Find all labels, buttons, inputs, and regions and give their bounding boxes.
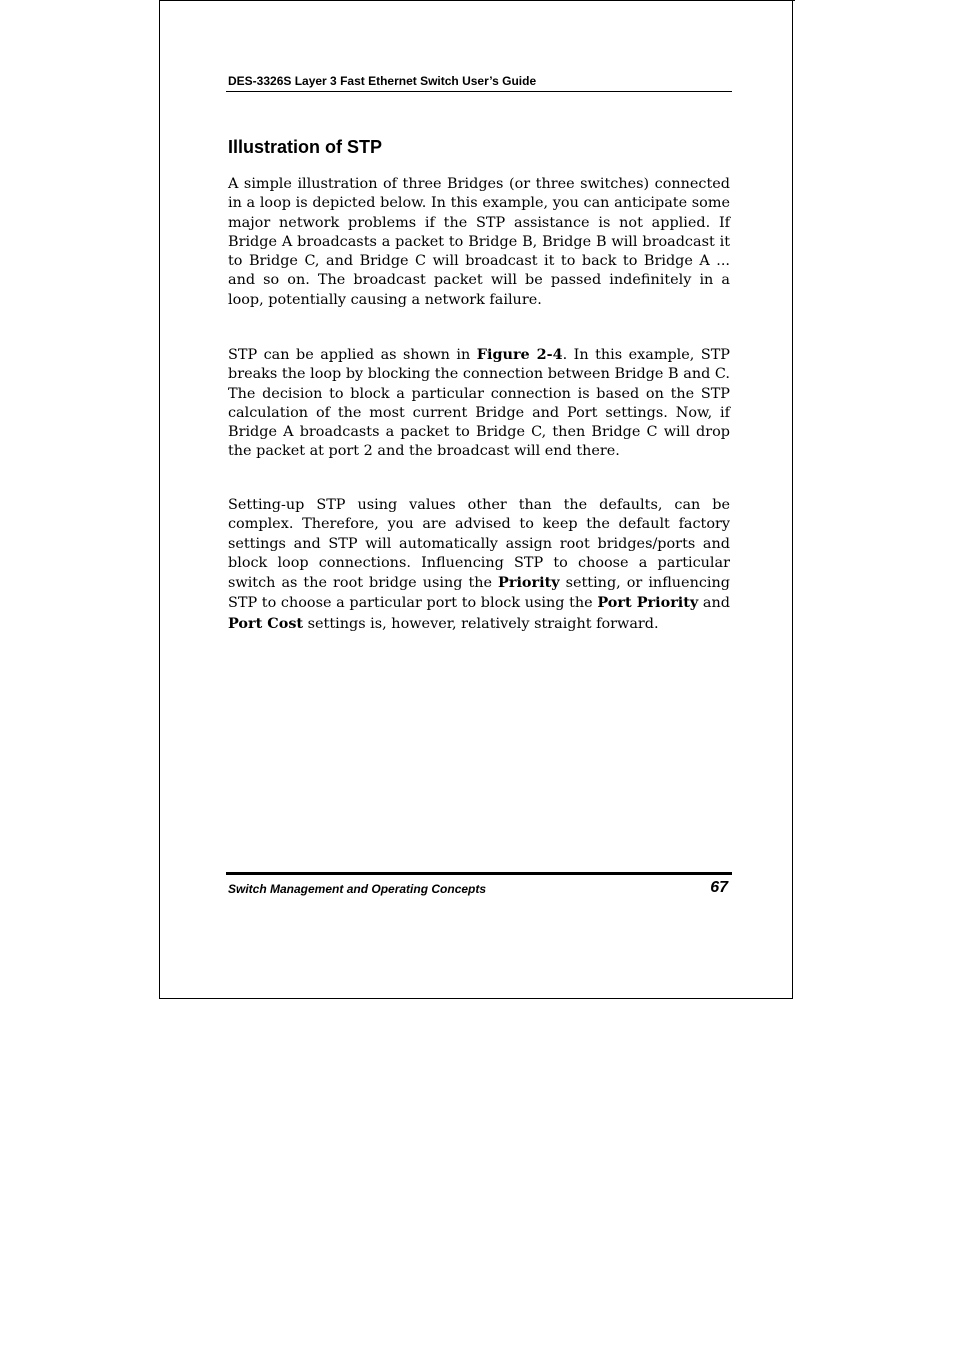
section-heading: Illustration of STP (228, 137, 383, 157)
paragraph-text: and (698, 595, 730, 612)
paragraph-stp-setup (228, 496, 730, 634)
paragraph-loop-illustration: A simple illustration of three Bridges (or three switches) connected in a loop is depicted below. In this example, you can anticipate some major network problems if the STP assistance is not applied. If Bridge A broadcasts a packet to Bridge B, Bridge B will broadcast it to Bridge C, and Bridge C will broadcast it to back to Bridge A ... and so on. The broadcast packet will be passed indefinitely in a loop, potentially causing a network failure. (228, 176, 730, 308)
running-header: DES-3326S Layer 3 Fast Ethernet Switch User’s Guide (228, 74, 537, 88)
footer-rule (226, 872, 732, 875)
figure-reference: Figure 2-4 (476, 346, 563, 363)
term-port-cost: Port Cost (228, 614, 304, 632)
header-rule (226, 91, 732, 92)
paragraph-text: STP can be applied as shown in (228, 347, 477, 363)
paragraph-text: . In this example, STP breaks the loop by blocking the connection between Bridge B and C. The decision to block a particular connection is based on the STP calculation of the most current Bridge and Port settings. Now, if Bridge A broadcasts a packet to Bridge C, then Bridge C will drop the packet at port 2 and the broadcast will end there. (228, 347, 730, 460)
paragraph-text: Setting-up STP using values other than the defaults, can be complex. Therefore, you are advised to keep the default factory settings and STP will automatically assign root bridges/ports and block loop connections. Influencing STP to choose a particular switch as the root bridge using the (228, 497, 730, 592)
page-number: 67 (710, 879, 728, 896)
footer-chapter-title: Switch Management and Operating Concepts (228, 882, 487, 896)
paragraph-text: setting, or influencing STP to choose a particular port to block using the (228, 575, 730, 612)
paragraph-text: settings is, however, relatively straight forward. (303, 615, 659, 632)
term-port-priority: Port Priority (597, 594, 699, 612)
term-priority: Priority (498, 574, 560, 592)
paragraph-stp-applied (228, 345, 730, 462)
